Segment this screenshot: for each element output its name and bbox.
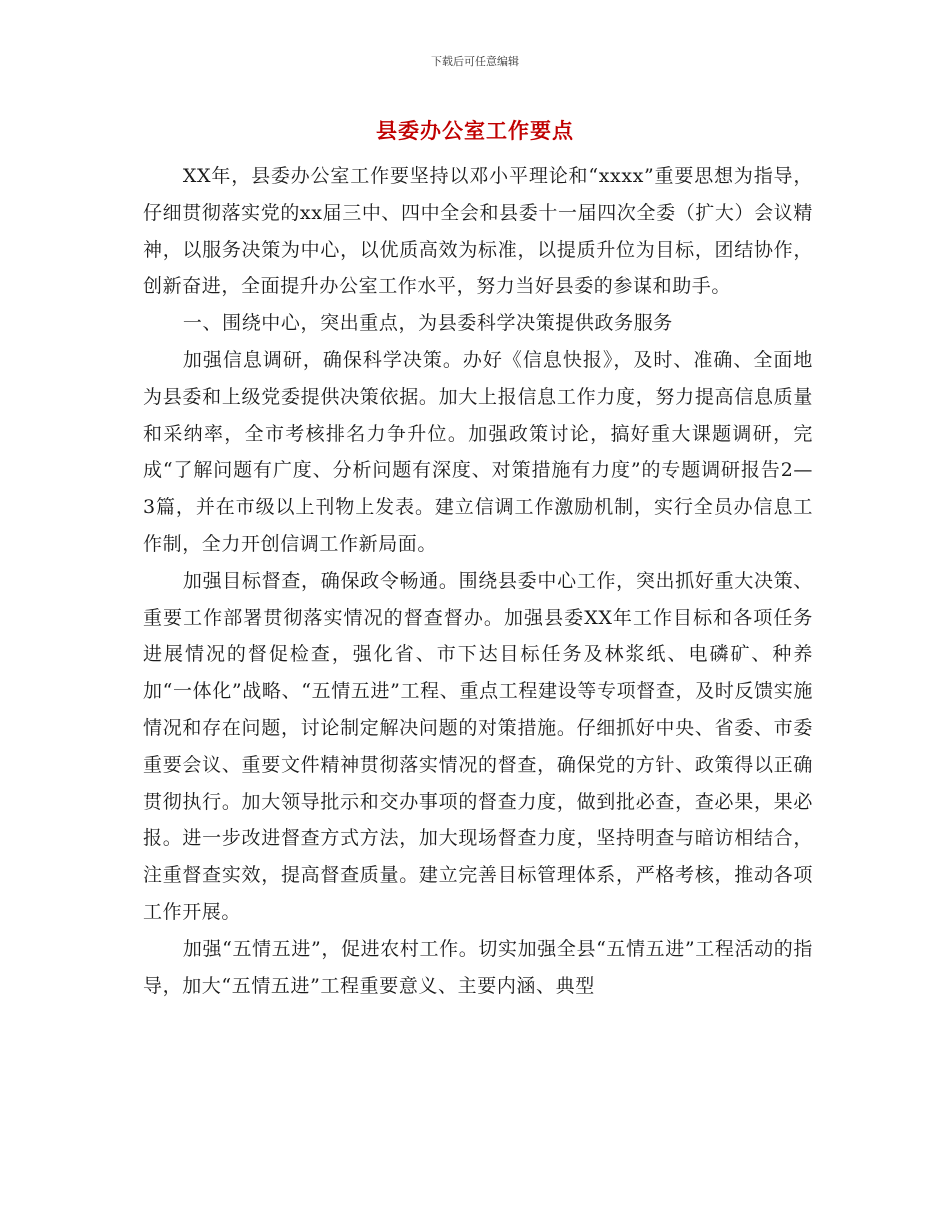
paragraph-info-research: 加强信息调研，确保科学决策。办好《信息快报》，及时、准确、全面地为县委和上级党委提供决策依据。加大上报信息工作力度，努力提高信息质量和采纳率，全市考核排名力争升位。加强政策讨论，搞好重大课题调研，完成“了解问题有广度、分析问题有深度、对策措施有力度”的专题调研报告2—3篇，并在市级以上刊物上发表。建立信调工作激励机制，实行全员办信息工作制，全力开创信调工作新局面。 (143, 348, 813, 555)
document-title: 县委办公室工作要点 (376, 118, 574, 143)
paragraph-target-supervision: 加强目标督查，确保政令畅通。围绕县委中心工作，突出抓好重大决策、重要工作部署贯彻落实情况的督查督办。加强县委XX年工作目标和各项任务进展情况的督促检查，强化省、市下达目标任务及林浆纸、电磷矿、种养加“一体化”战略、“五情五进”工程、重点工程建设等专项督查，及时反馈实施情况和存在问题，讨论制定解决问题的对策措施。仔细抓好中央、省委、市委重要会议、重要文件精神贯彻落实情况的督查，确保党的方针、政策得以正确贯彻执行。加大领导批示和交办事项的督查力度，做到批必查，查必果，果必报。进一步改进督查方式方法，加大现场督查力度，坚持明查与暗访相结合，注重督查实效，提高督查质量。建立完善目标管理体系，严格考核，推动各项工作开展。 (143, 569, 813, 923)
document-body (143, 158, 813, 1004)
paragraph-five-emotions: 加强“五情五进”，促进农村工作。切实加强全县“五情五进”工程活动的指导，加大“五情五进”工程重要意义、主要内涵、典型 (143, 937, 813, 997)
section-heading-1: 一、围绕中心，突出重点，为县委科学决策提供政务服务 (182, 312, 673, 335)
paragraph-intro: XX年，县委办公室工作要坚持以邓小平理论和“xxxx”重要思想为指导，仔细贯彻落实党的xx届三中、四中全会和县委十一届四次全委（扩大）会议精神，以服务决策为中心，以优质高效为标准，以提质升位为目标，团结协作，创新奋进，全面提升办公室工作水平，努力当好县委的参谋和助手。 (143, 165, 813, 298)
page-header-note: 下载后可任意编辑 (431, 55, 519, 68)
